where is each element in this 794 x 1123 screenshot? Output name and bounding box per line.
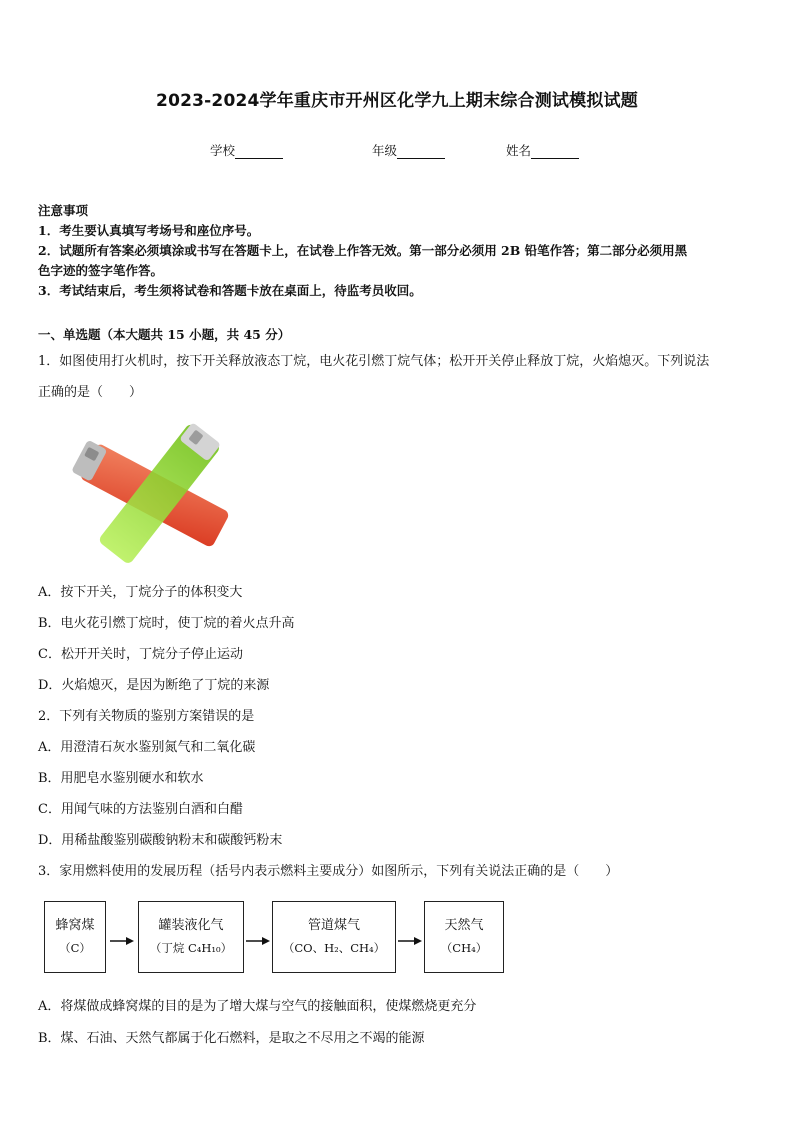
school-blank [235, 145, 283, 159]
grade-blank [397, 145, 445, 159]
question-2-option-d: D．用稀盐酸鉴别碳酸钠粉末和碳酸钙粉末 [38, 833, 283, 848]
notice-item-3: 3．考试结束后，考生须将试卷和答题卡放在桌面上，待监考员收回。 [38, 283, 422, 298]
flow-box-honeycomb-coal [44, 901, 106, 973]
flow-box-3-formula: （CO、H₂、CH₄） [282, 941, 386, 955]
flow-box-pipeline-gas [272, 901, 396, 973]
page-title: 2023-2024学年重庆市开州区化学九上期末综合测试模拟试题 [156, 91, 638, 111]
name-label: 姓名 [506, 143, 532, 158]
flow-box-4-title: 天然气 [444, 918, 484, 933]
question-1-stem-line2: 正确的是（ ） [38, 385, 143, 400]
question-1-stem-line1: 1．如图使用打火机时，按下开关释放液态丁烷，电火花引燃丁烷气体；松开开关停止释放丁烷，火焰熄灭。下列说法 [38, 354, 710, 369]
notice-item-2-cont: 色字迹的签字笔作答。 [38, 263, 164, 278]
flow-box-1-formula: （C） [59, 941, 91, 955]
question-1-option-d: D．火焰熄灭，是因为断绝了丁烷的来源 [38, 678, 270, 693]
question-2-option-b: B．用肥皂水鉴别硬水和软水 [38, 771, 204, 786]
lighter-image [70, 420, 242, 570]
notice-section [38, 201, 687, 301]
flow-box-3-title: 管道煤气 [307, 918, 360, 933]
flow-box-liquefied-gas [138, 901, 244, 973]
flow-box-2-formula: （丁烷 C₄H₁₀） [149, 941, 233, 955]
section-heading: 一、单选题（本大题共 15 小题，共 45 分） [38, 327, 291, 342]
question-1-option-a: A．按下开关，丁烷分子的体积变大 [38, 585, 243, 600]
school-label: 学校 [210, 143, 236, 158]
flow-box-natural-gas [424, 901, 504, 973]
question-2-option-c: C．用闻气味的方法鉴别白酒和白醋 [38, 802, 243, 817]
notice-item-1: 1．考生要认真填写考场号和座位序号。 [38, 223, 260, 238]
question-2-stem: 2．下列有关物质的鉴别方案错误的是 [38, 709, 255, 724]
question-1-option-c: C．松开开关时，丁烷分子停止运动 [38, 647, 243, 662]
notice-heading: 注意事项 [38, 203, 89, 218]
arrow-icon [398, 936, 422, 946]
grade-label: 年级 [372, 143, 398, 158]
flow-box-1-title: 蜂窝煤 [55, 918, 95, 933]
question-3-option-a: A．将煤做成蜂窝煤的目的是为了增大煤与空气的接触面积，使煤燃烧更充分 [38, 999, 477, 1014]
notice-item-2: 2．试题所有答案必须填涂或书写在答题卡上，在试卷上作答无效。第一部分必须用 2B 铅笔作答；第二部分必须用黑 [38, 243, 688, 258]
flow-box-2-title: 罐装液化气 [158, 918, 224, 933]
name-blank [531, 145, 579, 159]
arrow-icon [246, 936, 270, 946]
question-3-stem: 3．家用燃料使用的发展历程（括号内表示燃料主要成分）如图所示，下列有关说法正确的是（ ） [38, 864, 619, 879]
question-3-option-b: B．煤、石油、天然气都属于化石燃料，是取之不尽用之不竭的能源 [38, 1031, 425, 1046]
grade-field [372, 141, 445, 159]
school-field [210, 141, 283, 159]
question-1-option-b: B．电火花引燃丁烷时，使丁烷的着火点升高 [38, 616, 295, 631]
flow-box-4-formula: （CH₄） [440, 941, 488, 955]
arrow-icon [110, 936, 134, 946]
name-field [506, 141, 579, 159]
question-2-option-a: A．用澄清石灰水鉴别氮气和二氧化碳 [38, 740, 256, 755]
